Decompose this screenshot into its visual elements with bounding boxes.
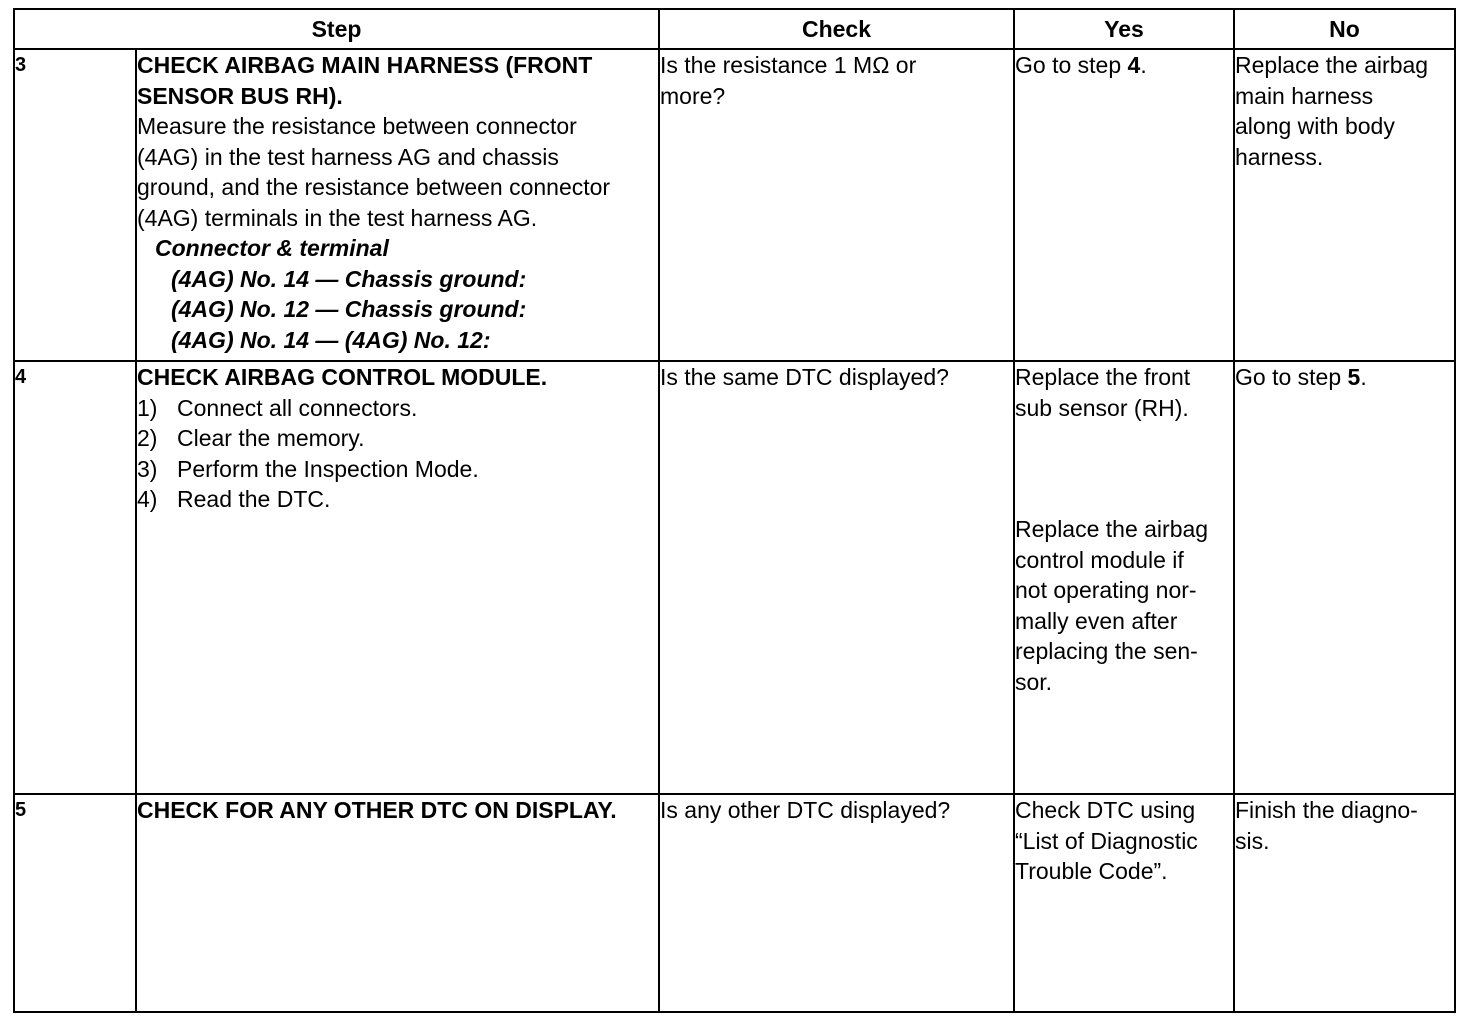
check-cell [659,49,1014,361]
step-number: 3 [14,49,136,361]
yes-line: sor. [1015,668,1053,695]
yes-cell [1014,794,1234,1012]
table-row-step-3 [14,49,1455,361]
yes-line: Trouble Code”. [1015,858,1168,884]
yes-line: replacing the sen- [1015,638,1198,664]
yes-line: “List of Diagnostic [1015,827,1198,854]
yes-cell [1014,49,1234,361]
check-cell: Is any other DTC displayed? [659,794,1014,1012]
spec-line: (4AG) No. 14 — Chassis ground: [171,265,527,292]
spec-line: (4AG) No. 12 — Chassis ground: [171,296,527,322]
no-line: Replace the airbag [1235,52,1429,78]
step-number: 4 [14,361,136,794]
header-step: Step [14,9,659,49]
no-line: along with body [1235,113,1395,139]
check-line: Is the resistance 1 MΩ or [660,52,917,78]
yes-line: Replace the front [1015,364,1191,390]
diagnostic-table [13,8,1456,1013]
no-cell [1234,794,1455,1012]
table-row-step-5 [14,794,1455,1012]
desc-line: ground, and the resistance between connector [137,174,611,200]
step-number: 5 [14,794,136,1012]
yes-line: sub sensor (RH). [1015,394,1189,421]
step-title: CHECK AIRBAG MAIN HARNESS (FRONT [137,52,593,78]
step-description [136,794,659,1012]
list-item: 4) Read the DTC. [137,486,331,512]
list-item: 3) Perform the Inspection Mode. [137,455,479,482]
step-title: CHECK AIRBAG CONTROL MODULE. [137,364,548,390]
no-line: harness. [1235,143,1324,170]
header-no: No [1234,9,1455,49]
yes-step-ref: 4 [1127,52,1141,78]
no-text: Go to step [1235,364,1348,390]
no-line: Finish the diagno- [1235,797,1418,823]
list-item: 2) Clear the memory. [137,425,365,451]
step-title: CHECK FOR ANY OTHER DTC ON DISPLAY. [137,797,617,823]
desc-line: (4AG) terminals in the test harness AG. [137,204,538,231]
step-description [136,49,659,361]
desc-line: (4AG) in the test harness AG and chassis [137,143,559,170]
yes-suffix: . [1140,52,1147,78]
list-item: 1) Connect all connectors. [137,394,418,421]
yes-line: Check DTC using [1015,797,1196,823]
header-check: Check [659,9,1014,49]
no-suffix: . [1360,364,1367,390]
no-line: main harness [1235,82,1374,109]
step-description [136,361,659,794]
desc-line: Measure the resistance between connector [137,113,577,139]
no-cell [1234,49,1455,361]
no-cell [1234,361,1455,794]
table-row-step-4 [14,361,1455,794]
check-line: more? [660,82,726,109]
yes-line: Replace the airbag [1015,516,1209,542]
yes-text: Go to step [1015,52,1128,78]
yes-line: not operating nor- [1015,577,1197,603]
yes-line: control module if [1015,546,1184,573]
header-row [14,9,1455,49]
header-yes: Yes [1014,9,1234,49]
spec-heading: Connector & terminal [155,235,389,261]
yes-cell [1014,361,1234,794]
step-title-cont: SENSOR BUS RH). [137,82,343,109]
spec-line: (4AG) No. 14 — (4AG) No. 12: [171,326,491,353]
no-line: sis. [1235,827,1270,854]
yes-line: mally even after [1015,607,1178,634]
check-cell: Is the same DTC displayed? [659,361,1014,794]
no-step-ref: 5 [1347,364,1361,390]
